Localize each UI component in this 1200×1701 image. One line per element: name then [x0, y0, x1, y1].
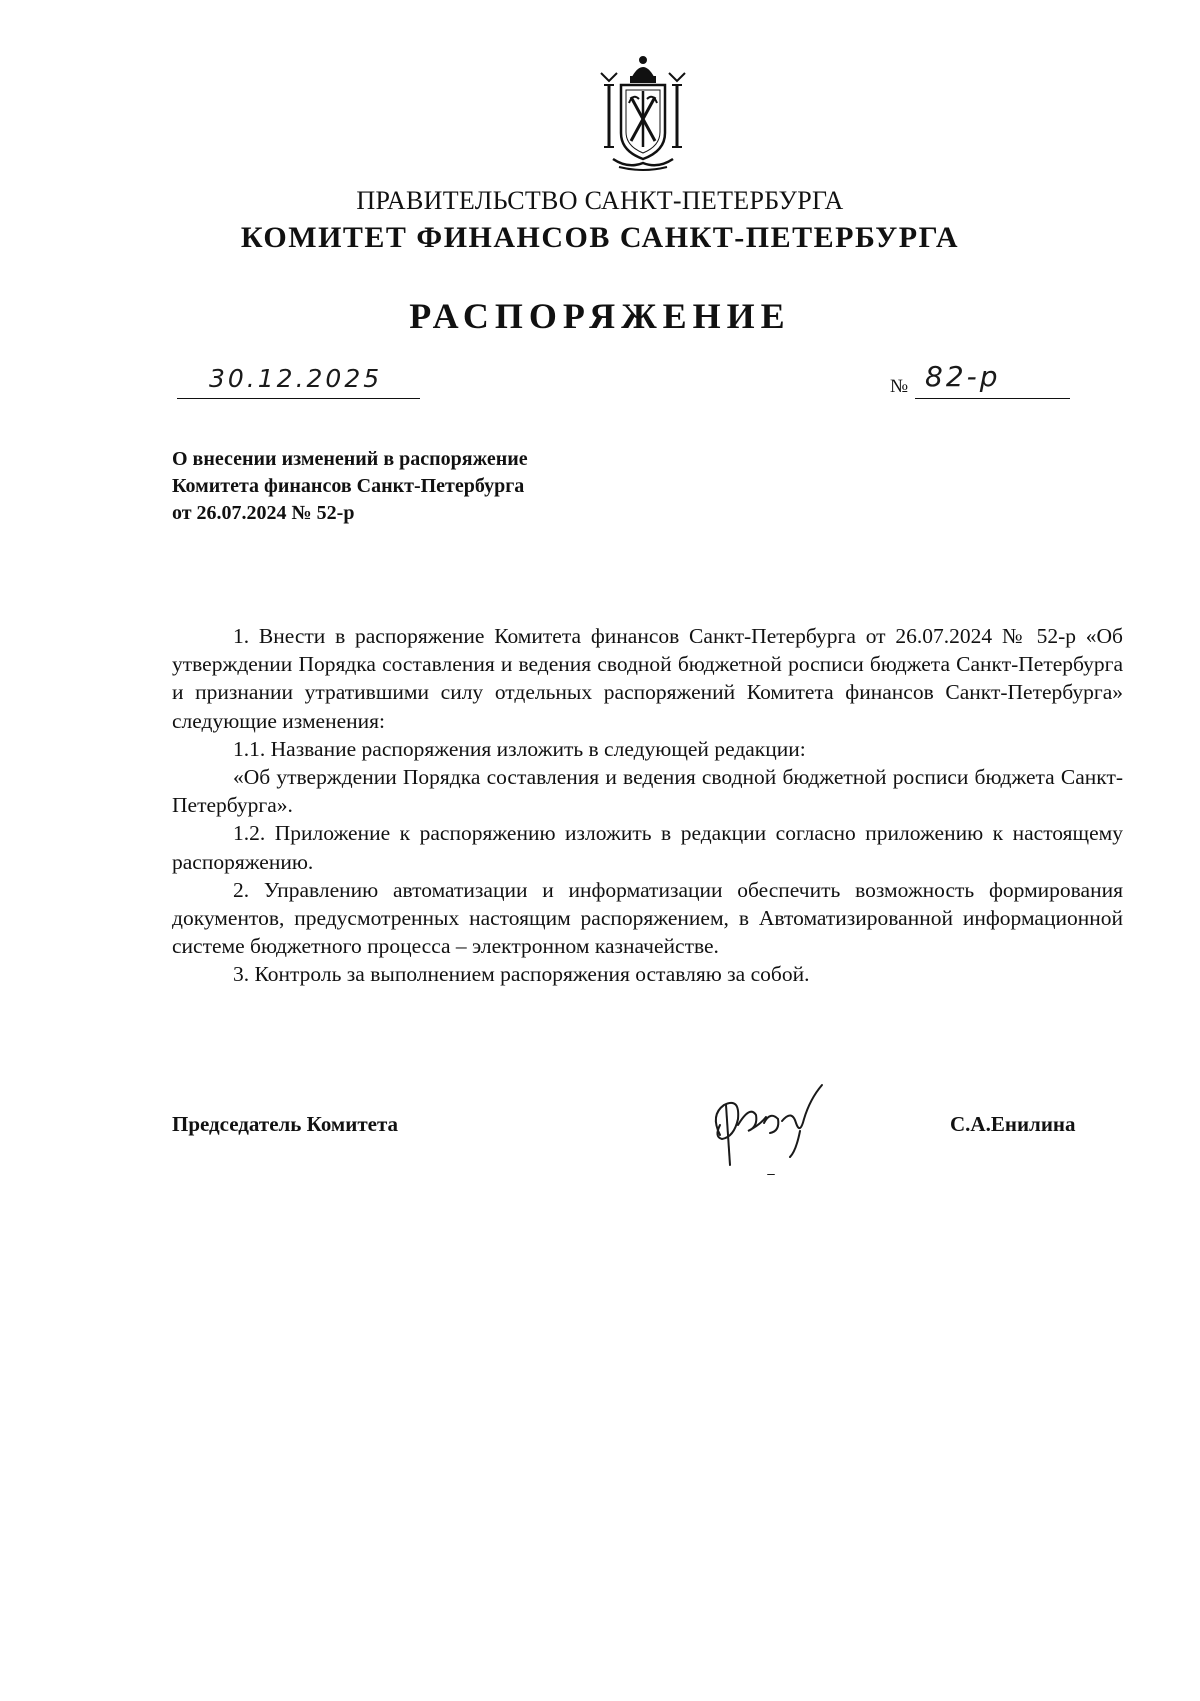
subject-line: от 26.07.2024 № 52-р: [172, 502, 355, 524]
signer-name: С.А.Енилина: [950, 1112, 1076, 1136]
signer-position: Председатель Комитета: [172, 1112, 399, 1136]
number-label: №: [890, 376, 909, 397]
document-subject: [172, 446, 632, 527]
subject-line: Комитета финансов Санкт-Петербурга: [172, 475, 525, 497]
document-body: [172, 622, 1123, 989]
number-field: [915, 360, 1070, 399]
paragraph-1-2: 1.2. Приложение к распоряжению изложить в редакции согласно приложению к настоящему распоряжению.: [172, 821, 1123, 874]
paragraph-1-1: 1.1. Название распоряжения изложить в следующей редакции:: [233, 736, 806, 761]
subject-line: О внесении изменений в распоряжение: [172, 448, 528, 470]
committee-heading: КОМИТЕТ ФИНАНСОВ САНКТ-ПЕТЕРБУРГА: [240, 221, 960, 254]
saint-petersburg-coat-of-arms-icon: [595, 55, 691, 173]
paragraph-3: 3. Контроль за выполнением распоряжения оставляю за собой.: [233, 962, 810, 987]
date-field: [177, 364, 420, 399]
paragraph-1-1-quote: «Об утверждении Порядка составления и ведения сводной бюджетной росписи бюджета Санкт-Петербурга».: [172, 765, 1123, 818]
paragraph-1: 1. Внести в распоряжение Комитета финансов Санкт-Петербурга от 26.07.2024 № 52-р «Об утверждении Порядка составления и ведения сводной бюджетной росписи бюджета Санкт-Петербурга и признании утратившими силу отдельных распоряжений Комитета финансов Санкт-Петербурга» следующие изменения:: [172, 624, 1123, 733]
number-value: 82-р: [925, 360, 1001, 393]
paragraph-2: 2. Управлению автоматизации и информатизации обеспечить возможность формирования документов, предусмотренных настоящим распоряжением, в Автоматизированной информационной системе бюджетного процесса – электронном казначействе.: [172, 877, 1123, 959]
document-type-title: РАСПОРЯЖЕНИЕ: [409, 296, 791, 336]
government-heading: ПРАВИТЕЛЬСТВО САНКТ-ПЕТЕРБУРГА: [356, 186, 844, 215]
date-value: 30.12.2025: [209, 364, 383, 393]
handwritten-signature-icon: [700, 1075, 840, 1175]
